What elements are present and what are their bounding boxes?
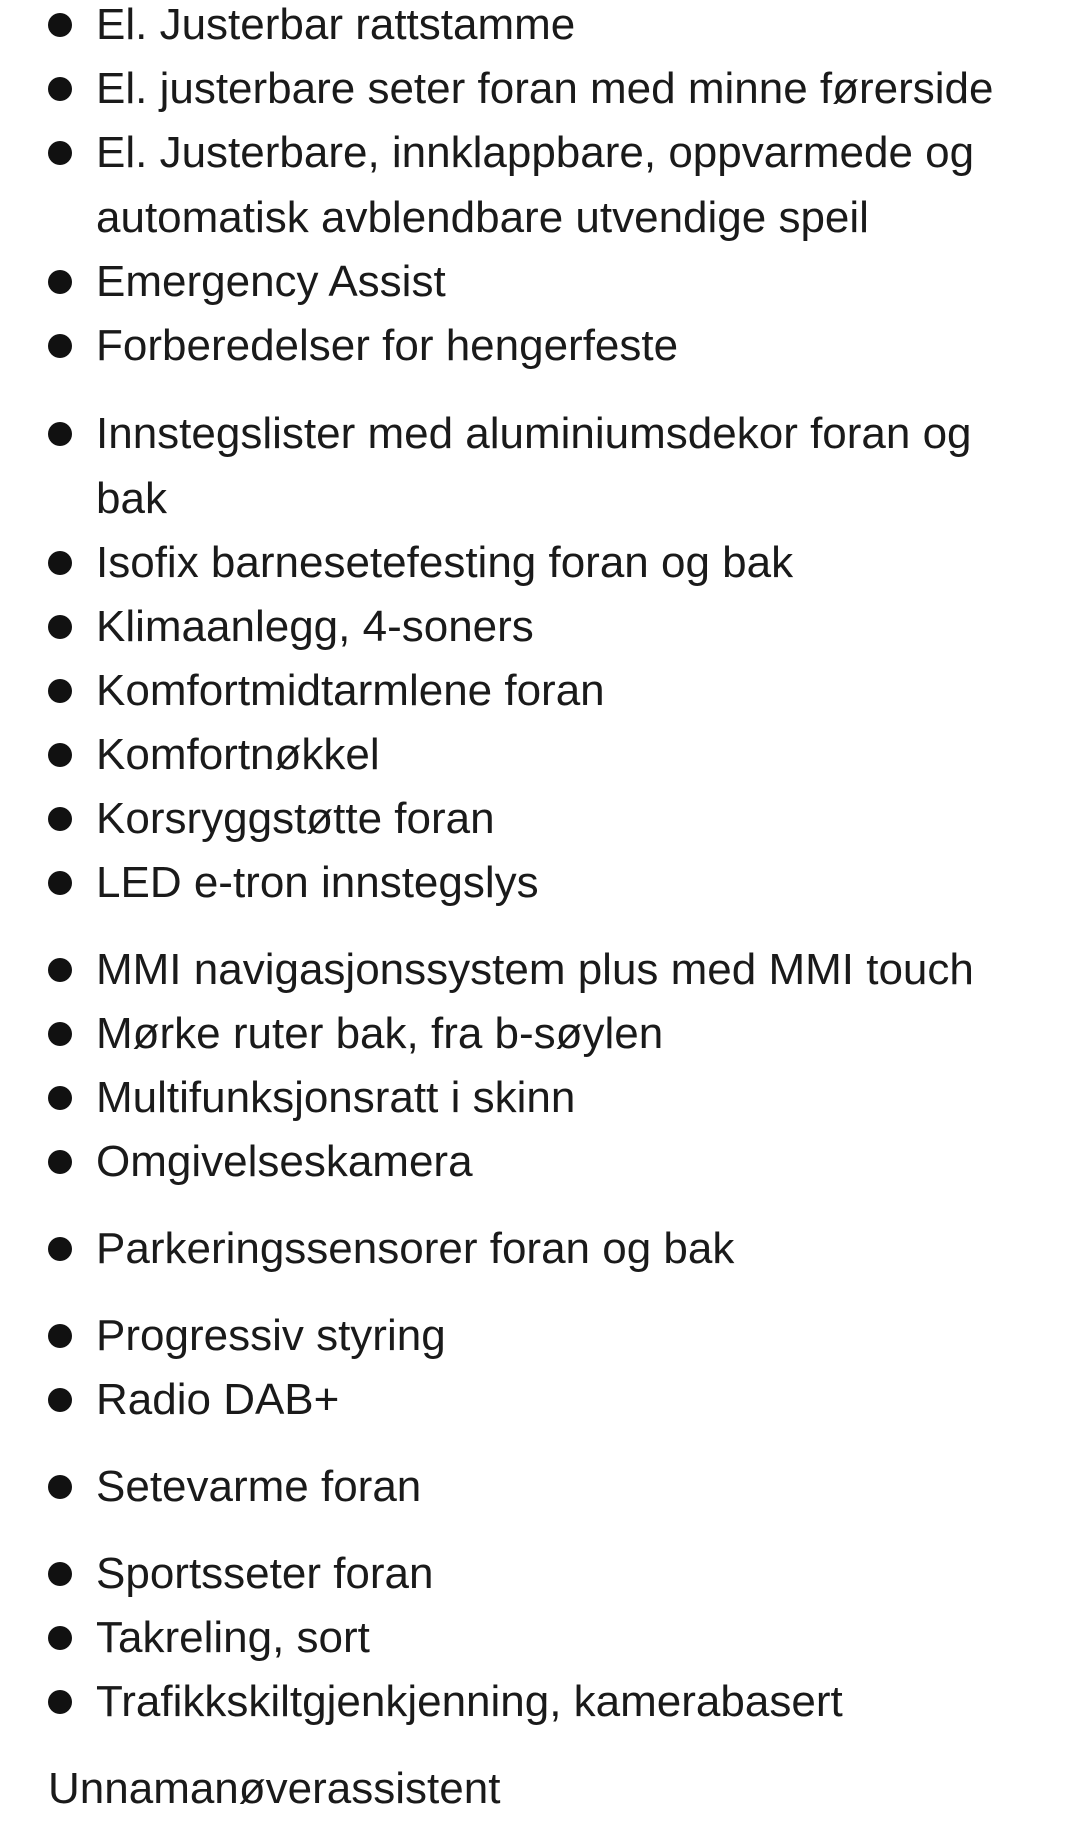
list-item (96, 1541, 1040, 1606)
bullet-icon (48, 807, 72, 831)
list-item (96, 120, 1040, 250)
bullet-icon (48, 1690, 72, 1714)
list-item-label: Radio DAB+ (96, 1375, 340, 1424)
list-item-label: Korsryggstøtte foran (96, 794, 495, 843)
list-item-label: Takreling, sort (96, 1613, 370, 1662)
list-item (96, 1669, 1040, 1734)
list-item (96, 249, 1040, 314)
trailing-text: Unnamanøverassistent (48, 1764, 501, 1813)
bullet-icon (48, 422, 72, 446)
bullet-icon (48, 679, 72, 703)
list-item (96, 1129, 1040, 1194)
list-item-label: Trafikkskiltgjenkjenning, kamerabasert (96, 1677, 843, 1726)
list-item (96, 1454, 1040, 1519)
bullet-icon (48, 1237, 72, 1261)
list-item-label: Progressiv styring (96, 1311, 446, 1360)
list-item-label: Komfortmidtarmlene foran (96, 666, 605, 715)
list-item-label: Multifunksjonsratt i skinn (96, 1073, 576, 1122)
list-item (96, 0, 1040, 57)
list-item (96, 594, 1040, 659)
list-item-label: LED e-tron innstegslys (96, 858, 539, 907)
bullet-icon (48, 77, 72, 101)
list-item (96, 1216, 1040, 1281)
bullet-icon (48, 551, 72, 575)
bullet-icon (48, 1022, 72, 1046)
list-item (96, 56, 1040, 121)
list-item-label: Setevarme foran (96, 1462, 422, 1511)
bullet-icon (48, 958, 72, 982)
bullet-icon (48, 1150, 72, 1174)
list-item-label: El. justerbare seter foran med minne førerside (96, 64, 994, 113)
bullet-icon (48, 871, 72, 895)
list-item-label: Forberedelser for hengerfeste (96, 321, 679, 370)
list-item-label: Omgivelseskamera (96, 1137, 473, 1186)
list-item-label: MMI navigasjonssystem plus med MMI touch (96, 945, 974, 994)
list-item (96, 658, 1040, 723)
list-item (96, 1303, 1040, 1368)
bullet-icon (48, 1388, 72, 1412)
bullet-icon (48, 615, 72, 639)
list-item-label: Komfortnøkkel (96, 730, 380, 779)
list-item (96, 401, 1040, 531)
list-item-label: Emergency Assist (96, 257, 446, 306)
bullet-icon (48, 1562, 72, 1586)
list-item (96, 313, 1040, 378)
list-item (96, 937, 1040, 1002)
bullet-icon (48, 743, 72, 767)
bullet-icon (48, 1324, 72, 1348)
list-item (96, 786, 1040, 851)
list-item (96, 722, 1040, 787)
bullet-icon (48, 334, 72, 358)
list-item-label: Klimaanlegg, 4-soners (96, 602, 534, 651)
list-item (96, 1065, 1040, 1130)
bullet-icon (48, 1626, 72, 1650)
list-item (96, 1605, 1040, 1670)
list-item (96, 1367, 1040, 1432)
list-item-label: Sportsseter foran (96, 1549, 434, 1598)
bullet-icon (48, 1086, 72, 1110)
bullet-icon (48, 270, 72, 294)
list-item-label: El. Justerbare, innklappbare, oppvarmede og automatisk avblendbare utvendige speil (96, 128, 975, 242)
list-item-label: Isofix barnesetefesting foran og bak (96, 538, 794, 587)
list-item-label: Parkeringssensorer foran og bak (96, 1224, 735, 1273)
list-item-label: El. Justerbar rattstamme (96, 0, 576, 49)
bullet-icon (48, 1475, 72, 1499)
list-item-label: Mørke ruter bak, fra b-søylen (96, 1009, 664, 1058)
list-item-label: Innstegslister med aluminiumsdekor foran og bak (96, 409, 972, 523)
list-item (96, 1001, 1040, 1066)
bullet-icon (48, 13, 72, 37)
list-item (96, 530, 1040, 595)
list-item (96, 850, 1040, 915)
bullet-icon (48, 141, 72, 165)
